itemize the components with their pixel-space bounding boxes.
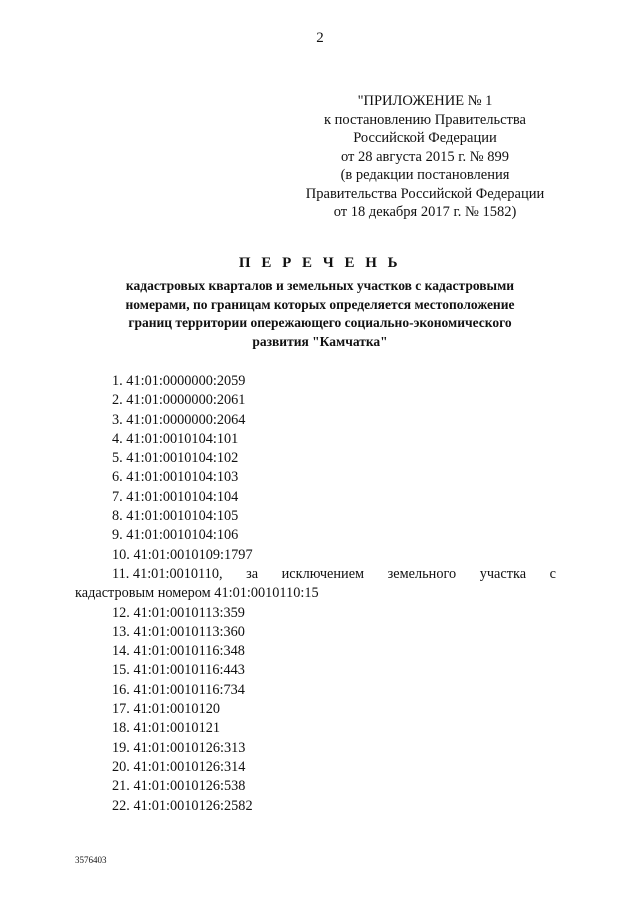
list-item: 2. 41:01:0000000:2061: [112, 392, 246, 409]
document-title: П Е Р Е Ч Е Н Ь: [238, 255, 402, 271]
appendix-line: Российской Федерации: [353, 130, 497, 146]
list-item: 1. 41:01:0000000:2059: [112, 373, 246, 389]
appendix-line: Правительства Российской Федерации: [305, 185, 545, 202]
subtitle-line: кадастровых кварталов и земельных участков с кадастровыми: [125, 278, 515, 293]
list-item: 16. 41:01:0010116:734: [112, 681, 245, 698]
appendix-line: к постановлению Правительства: [324, 111, 526, 128]
list-item: 18. 41:01:0010121: [112, 720, 221, 737]
appendix-line: (в редакции постановления: [340, 167, 510, 183]
list-item: 17. 41:01:0010120: [112, 701, 221, 718]
list-item: 12. 41:01:0010113:359: [112, 604, 245, 621]
list-item-exception: [75, 565, 556, 604]
subtitle-line: номерами, по границам которых определяется местоположение: [125, 296, 515, 312]
list-item: 3. 41:01:0000000:2064: [112, 411, 246, 428]
appendix-header: [300, 92, 550, 222]
list-item: 14. 41:01:0010116:348: [112, 643, 245, 660]
appendix-line: от 18 декабря 2017 г. № 1582): [333, 204, 517, 220]
appendix-line: "ПРИЛОЖЕНИЕ № 1: [357, 93, 493, 109]
subtitle-line: границ территории опережающего социально-экономического: [128, 315, 512, 330]
list-item-word: за: [246, 565, 259, 582]
list-item-word: участка: [479, 565, 527, 582]
list-item-continuation: кадастровым номером 41:01:0010110:15: [75, 585, 319, 602]
cadastral-list: [75, 372, 556, 816]
list-item: 6. 41:01:0010104:103: [112, 469, 239, 486]
list-item-word: земельного: [387, 565, 457, 582]
document-subtitle: [80, 277, 560, 351]
appendix-line: от 28 августа 2015 г. № 899: [340, 148, 510, 165]
list-item: 13. 41:01:0010113:360: [112, 623, 245, 640]
list-item: 22. 41:01:0010126:2582: [112, 797, 253, 814]
list-item: 9. 41:01:0010104:106: [112, 527, 239, 544]
list-item-word: исключением: [281, 565, 365, 582]
subtitle-line: развития "Камчатка": [252, 333, 388, 349]
list-item: 8. 41:01:0010104:105: [112, 508, 239, 525]
page-number: 2: [316, 30, 324, 46]
list-item-line: [112, 565, 556, 584]
list-item: 15. 41:01:0010116:443: [112, 662, 245, 679]
list-item-word: 11. 41:01:0010110,: [112, 565, 223, 582]
list-item: 5. 41:01:0010104:102: [112, 450, 239, 467]
list-item: 4. 41:01:0010104:101: [112, 430, 239, 447]
list-item: 7. 41:01:0010104:104: [112, 488, 239, 505]
list-item: 20. 41:01:0010126:314: [112, 758, 246, 775]
document-id: 3576403: [75, 855, 107, 865]
list-item: 19. 41:01:0010126:313: [112, 739, 246, 756]
list-item: 10. 41:01:0010109:1797: [112, 546, 253, 563]
list-item-word: с: [549, 565, 556, 582]
list-item: 21. 41:01:0010126:538: [112, 778, 246, 795]
